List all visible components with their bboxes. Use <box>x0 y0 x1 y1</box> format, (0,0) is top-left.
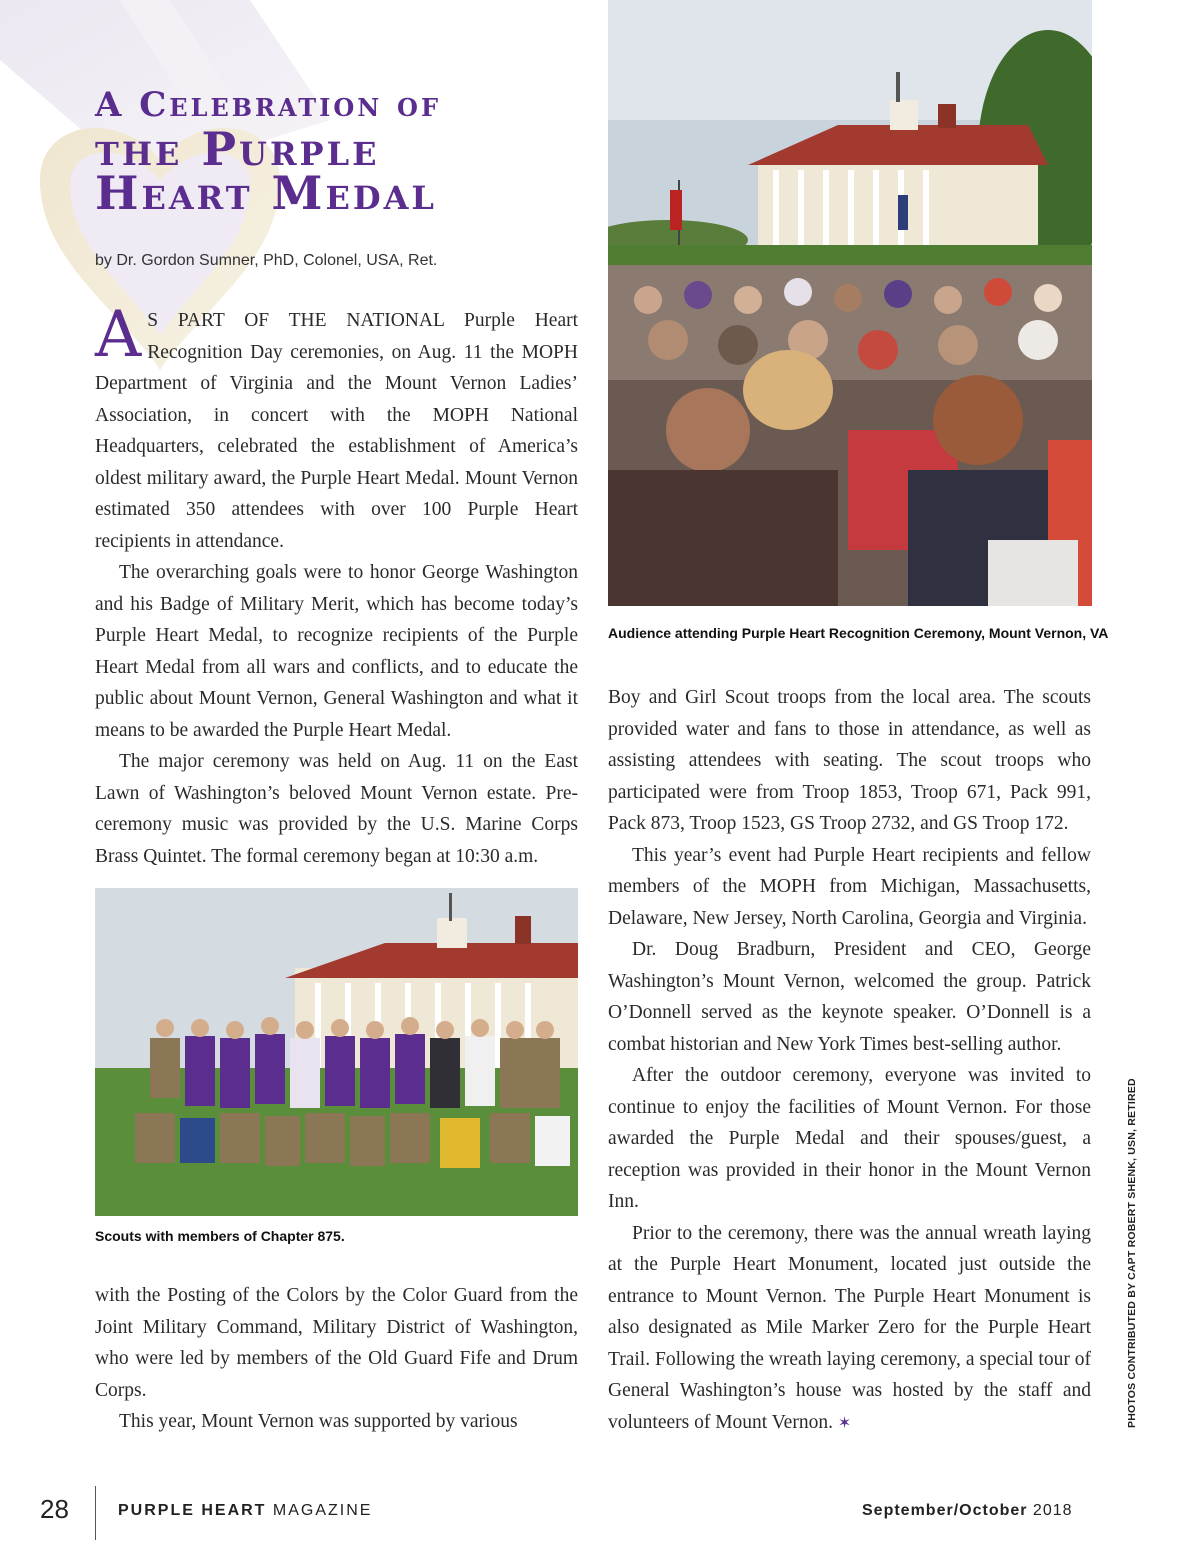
magazine-name <box>118 1502 372 1520</box>
page-number: 28 <box>40 1494 69 1524</box>
paragraph-3: The major ceremony was held on Aug. 11 on the East Lawn of Washington’s beloved Mount Vernon estate. Pre-ceremony music was provided by the U.S. Marine Corps Brass Quintet. The formal ceremony began at 10:30 a.m. <box>95 751 578 867</box>
photo-credit: PHOTOS CONTRIBUTED BY CAPT ROBERT SHENK, USN, RETIRED <box>1126 1078 1138 1428</box>
paragraph-2: The overarching goals were to honor George Washington and his Badge of Military Merit, which has become today’s Purple Heart Medal, to recognize recipients of the Purple Heart Medal from all wars and conflicts, and to educate the public about Mount Vernon, General Washington and what it means to be awarded the Purple Heart Medal. <box>95 562 578 741</box>
footer-divider <box>95 1486 96 1540</box>
end-mark-icon: ✶ <box>837 1414 852 1432</box>
scouts-photo <box>95 888 578 1216</box>
paragraph-1 <box>95 298 579 557</box>
issue-year: 2018 <box>1027 1502 1073 1519</box>
paragraph-10 <box>608 1218 1091 1440</box>
scouts-photo-caption: Scouts with members of Chapter 875. <box>95 1228 345 1244</box>
article-column-left-top <box>95 298 579 872</box>
magazine-name-bold: PURPLE HEART <box>118 1502 267 1519</box>
issue-months: September/October <box>862 1502 1028 1519</box>
paragraph-8: Dr. Doug Bradburn, President and CEO, George Washington’s Mount Vernon, welcomed the group. Patrick O’Donnell served as the keynote speaker. O’Donnell is a combat historian and New York Times best-selling author. <box>608 939 1091 1055</box>
audience-photo <box>608 0 1092 606</box>
paragraph-4: with the Posting of the Colors by the Color Guard from the Joint Military Command, Military District of Washington, who were led by members of the Old Guard Fife and Drum Corps. <box>95 1285 578 1401</box>
title-line-1: A Celebration of <box>95 85 441 125</box>
byline: by Dr. Gordon Sumner, PhD, Colonel, USA, Ret. <box>95 252 438 269</box>
magazine-name-rest: MAGAZINE <box>266 1502 373 1519</box>
paragraph-10-text: Prior to the ceremony, there was the annual wreath laying at the Purple Heart Monument, located just outside the entrance to Mount Vernon. The Purple Heart Monument is also designated as Mile Marker Zero for the Purple Heart Trail. Following the wreath laying ceremony, a special tour of General Washington’s house was hosted by the staff and volunteers of Mount Vernon. <box>608 1222 1091 1433</box>
paragraph-7: This year’s event had Purple Heart recipients and fellow members of the MOPH from Michigan, Massachusetts, Delaware, New Jersey, North Carolina, Georgia and Virginia. <box>608 844 1091 929</box>
lead-in: S PART OF THE NATIONAL <box>147 310 445 331</box>
title-line-2: the Purple <box>95 122 380 176</box>
paragraph-6: Boy and Girl Scout troops from the local area. The scouts provided water and fans to those in attendance, as well as assisting attendees with seating. The scout troops who participated were from Troop 1853, Troop 671, Pack 991, Pack 873, Troop 1523, GS Troop 2732, and GS Troop 172. <box>608 687 1091 834</box>
article-column-left-bottom <box>95 1280 578 1438</box>
article-title <box>95 85 441 220</box>
issue-date <box>862 1502 1073 1520</box>
paragraph-5: This year, Mount Vernon was supported by various <box>119 1411 518 1432</box>
paragraph-1-text: Purple Heart Recognition Day ceremonies, on Aug. 11 the MOPH Department of Virginia and the Mount Vernon Ladies’ Association, in concert with the MOPH National Headquarters, celebrated the establishment of America’s oldest military award, the Purple Heart Medal. Mount Vernon estimated 350 attendees with over 100 Purple Heart recipients in attendance. <box>95 310 579 552</box>
audience-photo-caption: Audience attending Purple Heart Recognition Ceremony, Mount Vernon, VA <box>608 625 1109 641</box>
drop-cap: A <box>95 298 142 372</box>
article-column-right <box>608 682 1091 1439</box>
paragraph-9: After the outdoor ceremony, everyone was invited to continue to enjoy the facilities of Mount Vernon. For those awarded the Purple Medal and their spouses/guest, a reception was provided in their honor in the Mount Vernon Inn. <box>608 1065 1091 1212</box>
title-line-3: Heart Medal <box>95 166 437 220</box>
